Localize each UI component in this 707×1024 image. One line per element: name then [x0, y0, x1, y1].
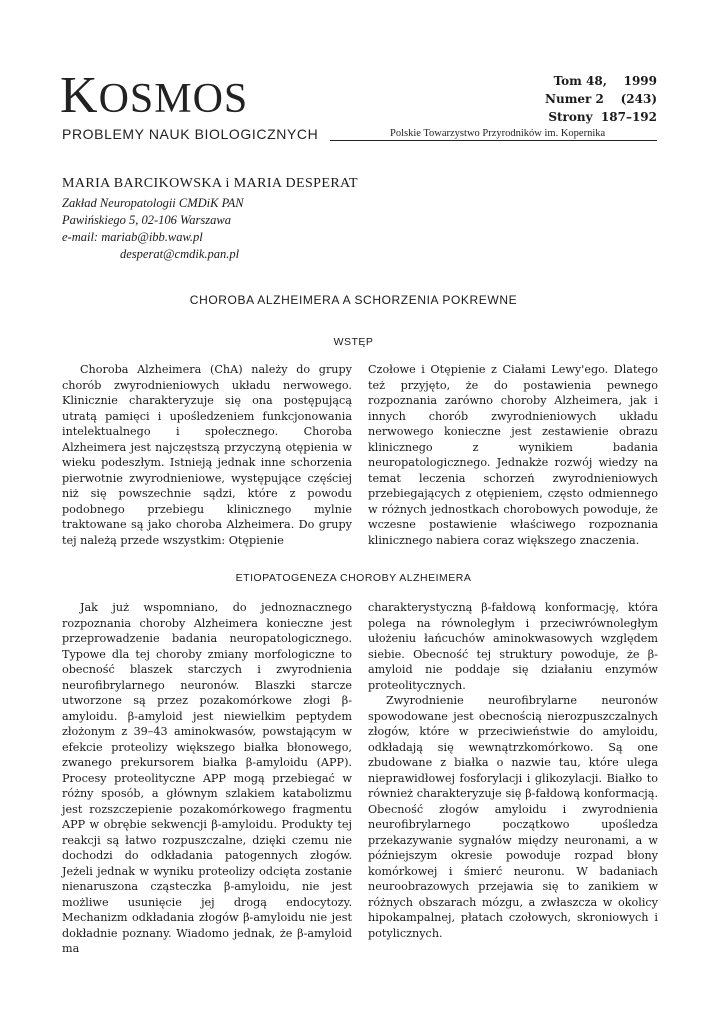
etio-right-column	[368, 600, 658, 941]
paragraph: Czołowe i Otępienie z Ciałami Lewy'ego. Dlatego też przyjęto, że do postawienia pewnego rozpoznania zarówno choroby Alzheimera, jak i innych chorób zwyrodnieniowych układu nerwowego konieczne jest zestawienie obrazu klinicznego z wynikiem badania neuropatologicznego. Jednakże rozwój wiedzy na temat leczenia schorzeń zwyrodnieniowych przebiegających z otępieniem, często odmiennego w różnych jednostkach chorobowych powoduje, że wczesne postawienie właściwego rozpoznania klinicznego nabiera coraz większego znaczenia.	[368, 363, 658, 547]
address: Pawińskiego 5, 02-106 Warszawa	[62, 213, 231, 227]
society-name: Polskie Towarzystwo Przyrodników im. Kopernika	[390, 128, 606, 139]
affiliation	[62, 195, 244, 263]
paragraph: Choroba Alzheimera (ChA) należy do grupy chorób zwyrodnieniowych układu nerwowego. Klinicznie charakteryzuje się ona postępującą utratą pamięci i upośledzeniem funkcjonowania intelektualnego i społecznego. Choroba Alzheimera jest najczęstszą przyczyną otępienia w wieku podeszłym. Istnieją jednak inne schorzenia pierwotnie zwyrodnieniowe, występujące częściej niż się powszechnie sądzi, które z powodu podobnego przebiegu klinicznego mylnie traktowane są jako choroba Alzheimera. Do grupy tej należą przede wszystkim: Otępienie	[62, 363, 352, 547]
institute: Zakład Neuropatologii CMDiK PAN	[62, 196, 244, 210]
section-heading-intro: WSTĘP	[333, 336, 374, 348]
intro-right-column	[368, 362, 658, 548]
paragraph: charakterystyczną β-fałdową konformację, która polega na równoległym i przeciwrównoległym ułożeniu łańcuchów aminokwasowych względem siebie. Obecność tej struktury powoduje, że β-amyloid nie poddaje się działaniu enzymów proteolitycznych.	[368, 601, 658, 692]
journal-title-rest: OSMOS	[98, 76, 249, 122]
page-range: Strony 187–192	[548, 110, 657, 124]
journal-title-cap: K	[60, 67, 99, 124]
journal-subtitle: PROBLEMY NAUK BIOLOGICZNYCH	[62, 126, 319, 142]
article-title: CHOROBA ALZHEIMERA A SCHORZENIA POKREWNE	[189, 293, 518, 307]
paragraph: Jak już wspomniano, do jednoznacznego rozpoznania choroby Alzheimera konieczne jest przeprowadzenie badania neuropatologicznego. Typowe dla tej choroby zmiany morfologiczne to obecność blaszek starczych i zwyrodnienia neurofibrylarnego neuronów. Blaszki starcze utworzone są przez pozakomórkowe złogi β-amyloidu. β-amyloid jest niewielkim peptydem złożonym z 39–43 aminokwasów, powstającym w efekcie proteolizy większego białka błonowego, zwanego prekursorem białka β-amyloidu (APP). Procesy proteolityczne APP mogą przebiegać w różny sposób, a głównym szlakiem katabolizmu jest rozszczepienie pozakomórkowego fragmentu APP w obrębie sekwencji β-amyloidu. Produkty tej reakcji są łatwo rozpuszczalne, dzięki czemu nie dochodzi do odkładania patogennych złogów. Jeżeli jednak w wyniku proteolizy odcięta zostanie nienaruszona cząsteczka β-amyloidu, nie jest możliwe usunięcie jej drogą endocytozy. Mechanizm odkładania złogów β-amyloidu nie jest dokładnie poznany. Wiadomo jednak, że β-amyloid ma	[62, 601, 352, 955]
authors: MARIA BARCIKOWSKA i MARIA DESPERAT	[62, 176, 358, 191]
paragraph: Zwyrodnienie neurofibrylarne neuronów spowodowane jest obecnością nierozpuszczalnych złogów, które w przeciwieństwie do amyloidu, odkładają się wewnątrzkomórkowo. Są one zbudowane z białka o nazwie tau, które ulega nieprawidłowej fosforylacji i glikozylacji. Białko to również charakteryzuje się β-fałdową konformacją. Obecność złogów amyloidu i zwyrodnienia neurofibrylarnego początkowo upośledza przekazywanie sygnałów między neuronami, a w późniejszym okresie powoduje rozpad błony komórkowej i śmierć neuronu. W badaniach neuroobrazowych przejawia się to zanikiem w różnych obszarach mózgu, a zwłaszcza w okolicy hipokampalnej, płatach czołowych, skroniowych i potylicznych.	[368, 694, 658, 940]
volume: Tom 48, 1999	[553, 74, 657, 88]
intro-left-column	[62, 362, 352, 548]
email-2: desperat@cmdik.pan.pl	[120, 247, 240, 261]
etio-left-column	[62, 600, 352, 957]
section-heading-etiopathogenesis: ETIOPATOGENEZA CHOROBY ALZHEIMERA	[235, 572, 472, 584]
issue-number: Numer 2 (243)	[545, 92, 657, 106]
header-rule	[330, 140, 657, 141]
issue-info	[545, 72, 657, 126]
journal-title	[60, 67, 249, 125]
email-1: e-mail: mariab@ibb.waw.pl	[62, 230, 203, 244]
